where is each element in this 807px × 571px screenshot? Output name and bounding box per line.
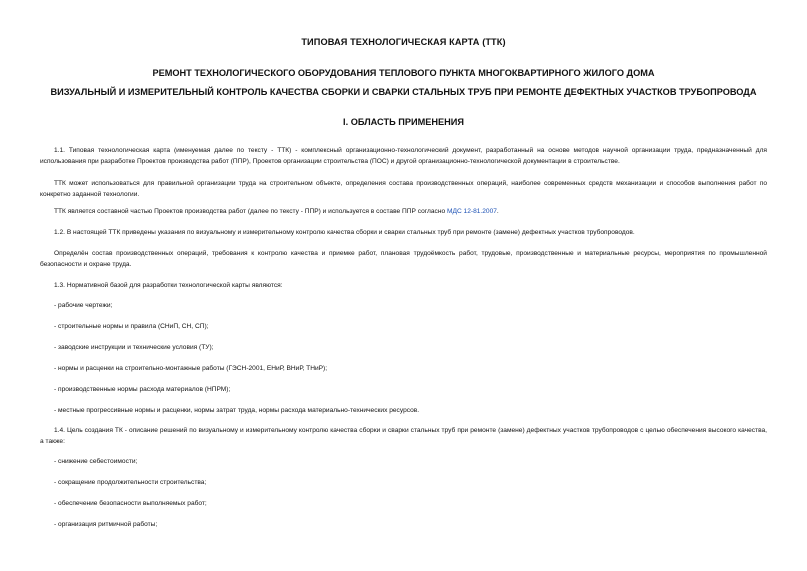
list-item: - обеспечение безопасности выполняемых работ;	[54, 500, 207, 507]
paragraph-ttk-ppr-text: ТТК является составной частью Проектов производства работ (далее по тексту - ППР) и используется в составе ППР согласно	[54, 208, 447, 215]
list-item: - нормы и расценки на строительно-монтажные работы (ГЭСН-2001, ЕНиР, ВНиР, ТНиР);	[54, 365, 328, 372]
list-item: - организация ритмичной работы;	[54, 521, 158, 528]
list-item: - сокращение продолжительности строительства;	[54, 479, 207, 486]
paragraph-ttk-ppr-end: .	[496, 208, 499, 215]
section-heading: I. ОБЛАСТЬ ПРИМЕНЕНИЯ	[343, 117, 464, 127]
list-item: - производственные нормы расхода материалов (НПРМ);	[54, 386, 231, 393]
document-subtitle-2: ВИЗУАЛЬНЫЙ И ИЗМЕРИТЕЛЬНЫЙ КОНТРОЛЬ КАЧЕСТВА СБОРКИ И СВАРКИ СТАЛЬНЫХ ТРУБ ПРИ РЕМОНТЕ ДЕФЕКТНЫХ УЧАСТКОВ ТРУБОПРОВОДА	[50, 87, 757, 97]
list-item: - заводские инструкции и технические условия (ТУ);	[54, 344, 214, 351]
list-item: - местные прогрессивные нормы и расценки, нормы затрат труда, нормы расхода материально-технических ресурсов.	[54, 407, 420, 414]
paragraph-1-1: 1.1. Типовая технологическая карта (именуемая далее по тексту - ТТК) - комплексный организационно-технологический документ, разработанный на основе методов научной организации труда, предназначенный для использования при разработке Проектов производства работ (ППР), Проектов организации строительства (ПОС) и другой организационно-технологической документации в строительстве.	[40, 147, 767, 165]
paragraph-ttk-ppr	[40, 206, 767, 217]
list-item: - снижение себестоимости;	[54, 458, 138, 465]
paragraph-operations: Определён состав производственных операций, требования к контролю качества и приемке работ, плановая трудоёмкость работ, трудовые, производственные и материальные ресурсы, мероприятия по промышленной безопасности и охране труда.	[40, 250, 767, 268]
paragraph-ttk-usage: ТТК может использоваться для правильной организации труда на строительном объекте, определения состава производственных операций, наиболее современных средств механизации и способов выполнения работ по конкретно заданной технологии.	[40, 180, 767, 198]
mds-link[interactable]: МДС 12-81.2007	[446, 208, 497, 215]
list-item: - строительные нормы и правила (СНиП, СН, СП);	[54, 323, 209, 330]
paragraph-1-3: 1.3. Нормативной базой для разработки технологической карты являются:	[54, 282, 283, 289]
paragraph-1-4: 1.4. Цель создания ТК - описание решений по визуальному и измерительному контролю качества сборки и сварки стальных труб при ремонте (замене) дефектных участков трубопроводов с целью обеспечения высокого качества, а также:	[40, 427, 767, 445]
paragraph-1-2: 1.2. В настоящей ТТК приведены указания по визуальному и измерительному контролю качества сборки и сварки стальных труб при ремонте (замене) дефектных участков трубопроводов.	[54, 229, 635, 236]
document-subtitle-1: РЕМОНТ ТЕХНОЛОГИЧЕСКОГО ОБОРУДОВАНИЯ ТЕПЛОВОГО ПУНКТА МНОГОКВАРТИРНОГО ЖИЛОГО ДОМА	[152, 68, 655, 78]
list-item: - рабочие чертежи;	[54, 302, 113, 309]
document-title: ТИПОВАЯ ТЕХНОЛОГИЧЕСКАЯ КАРТА (ТТК)	[301, 37, 506, 47]
